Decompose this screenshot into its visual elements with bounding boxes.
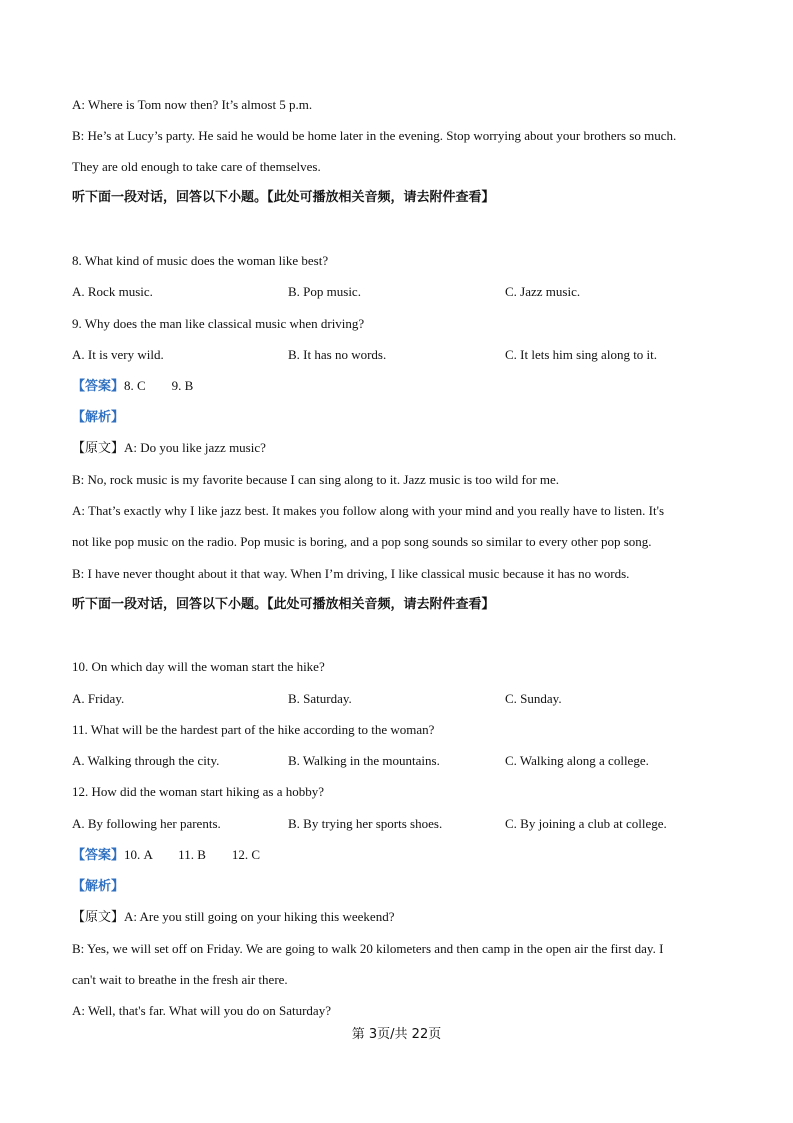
q11-option-c: C. Walking along a college. [505, 753, 649, 768]
transcript-line: can't wait to breathe in the fresh air there. [72, 972, 288, 987]
q11-option-b: B. Walking in the mountains. [288, 753, 440, 768]
q10-option-a: A. Friday. [72, 691, 125, 706]
transcript-tag: 【原文】 [72, 441, 125, 456]
answer-text: 10. A 11. B 12. C [124, 847, 261, 862]
dialog-line: A: Where is Tom now then? It’s almost 5 p.m. [72, 97, 313, 112]
answer-text: 8. C 9. B [124, 378, 194, 393]
analysis-line [72, 878, 124, 895]
q12-option-a: A. By following her parents. [72, 816, 221, 831]
answer-tag: 【答案】 [72, 848, 125, 863]
q9-option-a: A. It is very wild. [72, 347, 164, 362]
transcript-line: A: Well, that's far. What will you do on Saturday? [72, 1003, 331, 1018]
transcript-text: A: Do you like jazz music? [124, 440, 266, 455]
question-8: 8. What kind of music does the woman like best? [72, 253, 329, 268]
question-9: 9. Why does the man like classical music when driving? [72, 316, 365, 331]
transcript-line [72, 440, 266, 457]
dialog-line: B: He’s at Lucy’s party. He said he would be home later in the evening. Stop worrying about your brothers so much. [72, 128, 677, 143]
q12-option-b: B. By trying her sports shoes. [288, 816, 443, 831]
q8-option-a: A. Rock music. [72, 284, 153, 299]
page-number-footer: 第 3页/共 22页 [351, 1027, 442, 1042]
transcript-line: B: No, rock music is my favorite because I can sing along to it. Jazz music is too wild for me. [72, 472, 560, 487]
analysis-line [72, 409, 124, 426]
listening-instruction: 听下面一段对话，回答以下小题。【此处可播放相关音频，请去附件查看】 [72, 190, 495, 205]
q11-option-a: A. Walking through the city. [72, 753, 220, 768]
transcript-line: A: That’s exactly why I like jazz best. It makes you follow along with your mind and you really have to listen. It's [72, 503, 665, 518]
q10-option-b: B. Saturday. [288, 691, 352, 706]
analysis-tag: 【解析】 [72, 879, 125, 894]
question-11: 11. What will be the hardest part of the hike according to the woman? [72, 722, 435, 737]
transcript-line: B: Yes, we will set off on Friday. We are going to walk 20 kilometers and then camp in the open air the first day. I [72, 941, 664, 956]
question-10: 10. On which day will the woman start the hike? [72, 659, 325, 674]
q12-option-c: C. By joining a club at college. [505, 816, 667, 831]
transcript-line: B: I have never thought about it that way. When I’m driving, I like classical music because it has no words. [72, 566, 630, 581]
q8-option-c: C. Jazz music. [505, 284, 581, 299]
listening-instruction: 听下面一段对话，回答以下小题。【此处可播放相关音频，请去附件查看】 [72, 597, 495, 612]
dialog-line: They are old enough to take care of themselves. [72, 159, 321, 174]
transcript-tag: 【原文】 [72, 910, 125, 925]
answer-line [72, 378, 193, 395]
answer-tag: 【答案】 [72, 379, 125, 394]
transcript-line: not like pop music on the radio. Pop music is boring, and a pop song sounds so similar to every other pop song. [72, 534, 652, 549]
q8-option-b: B. Pop music. [288, 284, 361, 299]
analysis-tag: 【解析】 [72, 410, 125, 425]
q9-option-c: C. It lets him sing along to it. [505, 347, 658, 362]
transcript-text: A: Are you still going on your hiking this weekend? [124, 909, 395, 924]
question-12: 12. How did the woman start hiking as a hobby? [72, 784, 325, 799]
answer-line [72, 847, 260, 864]
transcript-line [72, 909, 394, 926]
q9-option-b: B. It has no words. [288, 347, 387, 362]
q10-option-c: C. Sunday. [505, 691, 562, 706]
